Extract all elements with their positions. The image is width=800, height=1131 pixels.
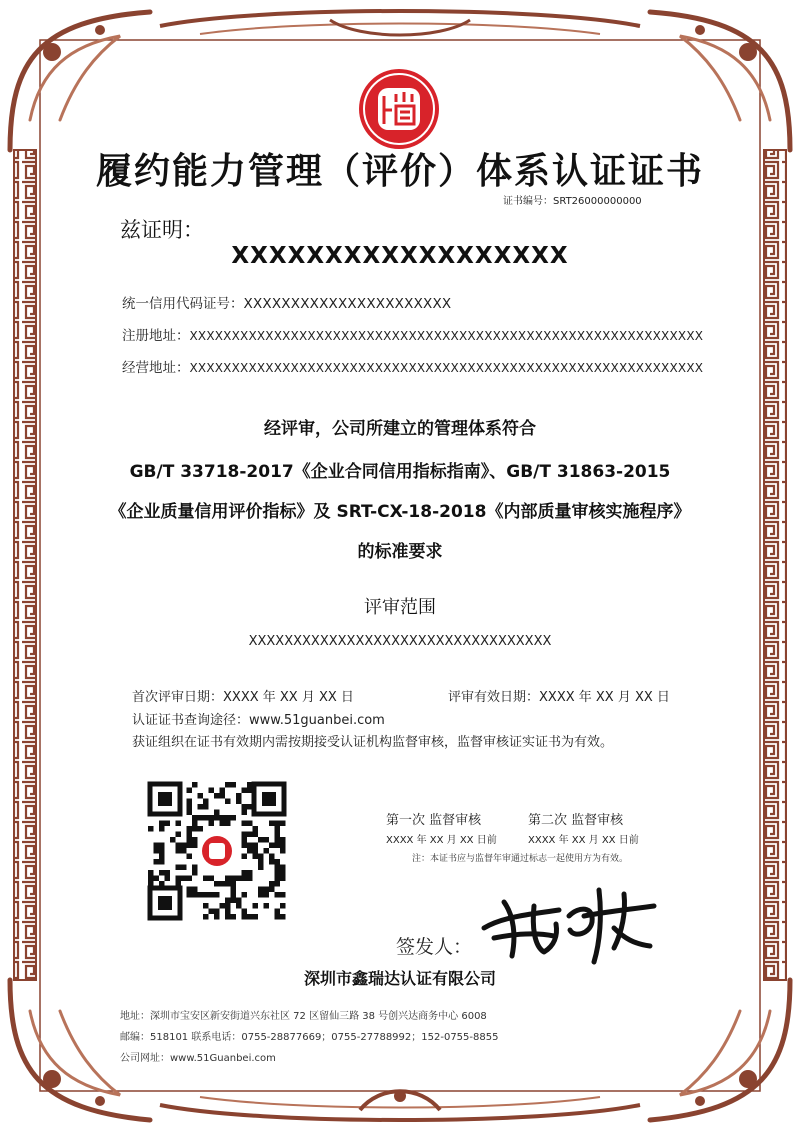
reg-address-row <box>122 324 703 344</box>
query-row <box>132 709 385 728</box>
reg-address-value: XXXXXXXXXXXXXXXXXXXXXXXXXXXXXXXXXXXXXXXXXXXXXXXXXXXXXXXXXXXXX <box>189 329 704 343</box>
credit-code-value: XXXXXXXXXXXXXXXXXXXXXX <box>243 296 452 312</box>
first-review-date <box>132 686 354 705</box>
valid-value: XXXX 年 XX 月 XX 日 <box>539 690 670 705</box>
statement-line-2: GB/T 33718-2017《企业合同信用指标指南》、GB/T 31863-2015 <box>129 462 671 482</box>
valid-date <box>448 686 670 705</box>
statement-line-1: 经评审，公司所建立的管理体系符合 <box>264 419 536 439</box>
certificate-number <box>503 192 642 207</box>
audit-second-date: XXXX 年 XX 月 XX 日前 <box>528 835 639 846</box>
scope-value: XXXXXXXXXXXXXXXXXXXXXXXXXXXXXXXXXX <box>248 634 552 649</box>
first-review-value: XXXX 年 XX 月 XX 日 <box>223 690 354 705</box>
statement-line-4: 的标准要求 <box>357 542 443 562</box>
credit-code-row <box>122 292 451 312</box>
credit-code-label: 统一信用代码证号： <box>122 296 244 312</box>
signature-icon <box>474 876 664 966</box>
validity-notice: 获证组织在证书有效期内需按期接受认证机构监督审核，监督审核证实证书为有效。 <box>132 735 614 750</box>
biz-address-label: 经营地址： <box>122 360 190 376</box>
hereby-certify: 兹证明： <box>120 218 204 242</box>
footer-address: 地址：深圳市宝安区新安街道兴东社区 72 区留仙三路 38 号创兴达商务中心 6008 <box>120 1011 487 1022</box>
first-review-label: 首次评审日期： <box>132 690 224 705</box>
biz-address-row <box>122 356 703 376</box>
audit-first: 第一次 监督审核 <box>386 813 482 828</box>
certificate-number-value: SRT26000000000 <box>553 196 642 207</box>
certificate-title: 履约能力管理（评价）体系认证证书 <box>95 150 704 192</box>
audit-first-date: XXXX 年 XX 月 XX 日前 <box>386 835 497 846</box>
query-link[interactable]: www.51guanbei.com <box>249 713 385 728</box>
audit-second: 第二次 监督审核 <box>528 813 624 828</box>
company-name: XXXXXXXXXXXXXXXXXX <box>231 243 569 269</box>
signer-label: 签发人： <box>396 936 473 958</box>
query-label: 认证证书查询途径： <box>132 713 250 728</box>
footer-website[interactable]: 公司网址：www.51Guanbei.com <box>120 1053 276 1064</box>
audit-note: 注：本证书应与监督年审通过标志一起使用方为有效。 <box>412 854 629 864</box>
footer-contact: 邮编：518101 联系电话：0755-28877669；0755-27788992；152-0755-8855 <box>120 1032 499 1043</box>
seal-logo-icon <box>356 66 442 152</box>
scope-title: 评审范围 <box>364 597 436 618</box>
qr-code-icon <box>146 780 288 922</box>
valid-label: 评审有效日期： <box>448 690 540 705</box>
biz-address-value: XXXXXXXXXXXXXXXXXXXXXXXXXXXXXXXXXXXXXXXXXXXXXXXXXXXXXXXXXXXXX <box>189 361 704 375</box>
issuer-name: 深圳市鑫瑞达认证有限公司 <box>303 969 496 988</box>
statement-line-3: 《企业质量信用评价指标》及 SRT-CX-18-2018《内部质量审核实施程序》 <box>109 502 691 522</box>
certificate-number-label: 证书编号： <box>503 196 553 207</box>
reg-address-label: 注册地址： <box>122 328 190 344</box>
